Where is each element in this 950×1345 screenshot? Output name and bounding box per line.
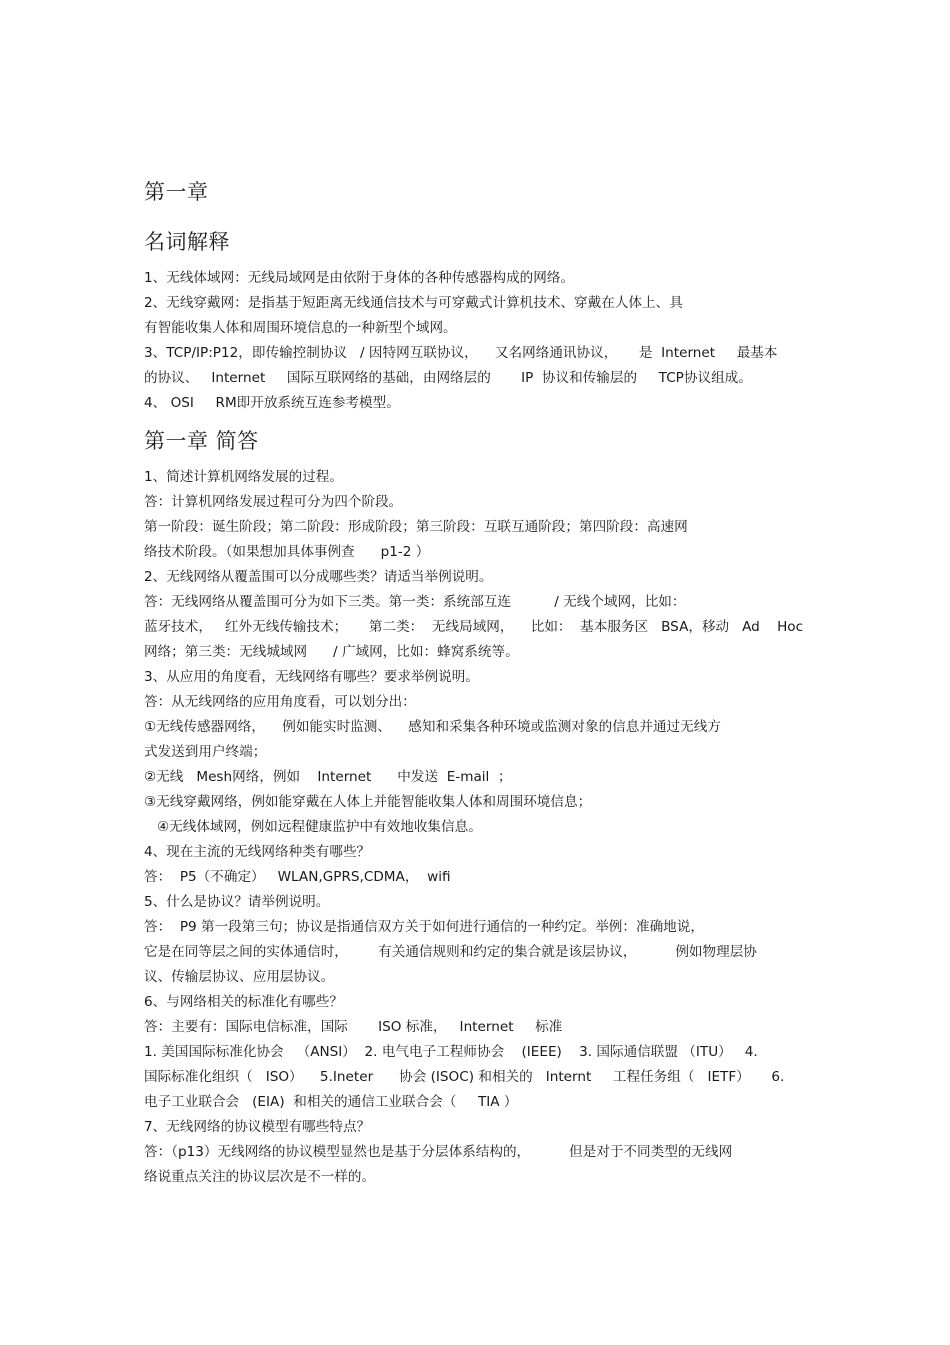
answer-line: 5、什么是协议？请举例说明。 — [144, 894, 330, 910]
answer-line: 1. 美国国际标准化协会 （ANSI） 2. 电气电子工程师协会 (IEEE) 3. 国际通信联盟 （ITU） 4. — [144, 1044, 758, 1060]
answer-line: 蓝牙技术， 红外无线传输技术； 第二类： 无线局域网， 比如： 基本服务区 BSA，移动 Ad Hoc — [144, 619, 804, 635]
term-line: 2、无线穿戴网：是指基于短距离无线通信技术与可穿戴式计算机技术、穿戴在人体上、具 — [144, 295, 683, 311]
answer-line: 7、无线网络的协议模型有哪些特点？ — [144, 1119, 371, 1135]
answer-line: 4、现在主流的无线网络种类有哪些？ — [144, 844, 371, 860]
answer-line: 答：主要有：国际电信标准，国际 ISO 标准， Internet 标准 — [144, 1019, 563, 1035]
answer-line: 络技术阶段。（如果想加具体事例查 p1-2 ） — [144, 544, 430, 560]
answer-line: 议、传输层协议、应用层协议。 — [144, 969, 335, 985]
answer-line: ③无线穿戴网络，例如能穿戴在人体上并能智能收集人体和周围环境信息； — [144, 794, 592, 810]
answer-line: 国际标准化组织（ ISO） 5.Ineter 协会 (ISOC) 和相关的 Internt 工程任务组（ IETF） 6. — [144, 1069, 785, 1085]
section-title-answers: 第一章 简答 — [144, 429, 259, 453]
answer-line: 3、从应用的角度看，无线网络有哪些？要求举例说明。 — [144, 669, 479, 685]
answer-line: 它是在同等层之间的实体通信时， 有关通信规则和约定的集合就是该层协议， 例如物理层协 — [144, 944, 757, 960]
answer-line: 答：从无线网络的应用角度看，可以划分出： — [144, 694, 416, 710]
answer-line: ④无线体域网，例如远程健康监护中有效地收集信息。 — [144, 819, 482, 835]
answer-line: 络说重点关注的协议层次是不一样的。 — [144, 1169, 376, 1185]
term-line: 1、无线体域网：无线局域网是由依附于身体的各种传感器构成的网络。 — [144, 270, 575, 286]
answer-line: 答：（p13）无线网络的协议模型显然也是基于分层体系结构的， 但是对于不同类型的无线网 — [144, 1144, 733, 1160]
term-line: 3、TCP/IP:P12，即传输控制协议 / 因特网互联协议， 又名网络通讯协议， 是 Internet 最基本 — [144, 345, 778, 361]
answer-line: 答： P9 第一段第三句；协议是指通信双方关于如何进行通信的一种约定。举例：准确地说， — [144, 919, 704, 935]
answer-line: 电子工业联合会 (EIA) 和相关的通信工业联合会（ TIA ） — [144, 1094, 518, 1110]
answer-line: 第一阶段：诞生阶段；第二阶段：形成阶段；第三阶段：互联互通阶段；第四阶段：高速网 — [144, 519, 688, 535]
section-title-terms: 名词解释 — [144, 230, 230, 254]
answer-line: ②无线 Mesh网络，例如 Internet 中发送 E-mail ； — [144, 769, 512, 785]
term-line: 的协议、 Internet 国际互联网络的基础，由网络层的 IP 协议和传输层的 TCP协议组成。 — [144, 370, 752, 386]
answer-line: 式发送到用户终端； — [144, 744, 267, 760]
answer-line: 1、简述计算机网络发展的过程。 — [144, 469, 343, 485]
term-line: 4、 OSI RM即开放系统互连参考模型。 — [144, 395, 400, 411]
answer-line: 6、与网络相关的标准化有哪些？ — [144, 994, 343, 1010]
term-line: 有智能收集人体和周围环境信息的一种新型个域网。 — [144, 320, 457, 336]
answer-line: 网络；第三类：无线城域网 / 广域网，比如：蜂窝系统等。 — [144, 644, 519, 660]
answer-line: 答：计算机网络发展过程可分为四个阶段。 — [144, 494, 403, 510]
chapter-title: 第一章 — [144, 180, 209, 204]
answer-line: 答：无线网络从覆盖围可分为如下三类。第一类：系统部互连 / 无线个域网，比如： — [144, 594, 686, 610]
answer-line: 答： P5（不确定） WLAN,GPRS,CDMA， wifi — [144, 869, 451, 885]
answer-line: 2、无线网络从覆盖围可以分成哪些类？请适当举例说明。 — [144, 569, 493, 585]
answer-line: ①无线传感器网络， 例如能实时监测、 感知和采集各种环境或监测对象的信息并通过无线方 — [144, 719, 721, 735]
